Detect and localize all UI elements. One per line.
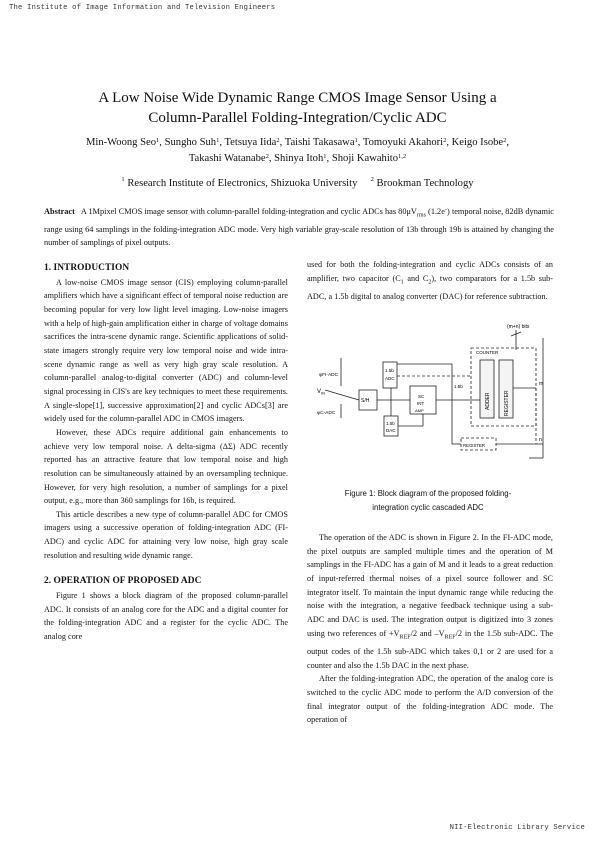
left-column [44,262,288,644]
fig-label-sc: SC [418,394,425,399]
author: Taishi Takasawa [284,137,355,148]
abstract [44,205,554,250]
abstract-text: ) temporal noise, 82dB dynamic range using 64 samplings in the folding-integration ADC mode. Very high variable gray-scale resolution of 13b through 19b is attained by changing the number of samplings of pixel outputs. [44,207,554,248]
section-heading: 2. OPERATION OF PROPOSED ADC [44,576,202,587]
paragraph: Figure 1 shows a block diagram of the proposed column-parallel ADC. It consists of an analog core for the ADC and a digital counter for the folding-integration ADC and a register for the cyclic ADC. The analog core [44,591,288,642]
caption-line-1: Figure 1: Block diagram of the proposed folding- [344,489,512,498]
affil-mark: 2 [370,176,374,183]
affil-mark: 1,2 [398,152,407,160]
fig-label-counter: COUNTER [476,350,499,355]
affiliations [40,178,555,189]
right-column-top [307,258,553,304]
title-line-1: A Low Noise Wide Dynamic Range CMOS Image Sensor Using a [98,90,497,106]
fig-label-fiadc: φFI-ADC [319,373,339,378]
affil-mark: 1 [216,137,220,144]
fig-label-adder: ADDER [485,392,491,410]
abstract-text: A 1Mpixel CMOS image sensor with column-parallel folding-integration and cyclic ADCs has 80μV [80,207,417,216]
affil-mark: 1 [323,152,327,160]
author: Shoji Kawahito [331,152,399,164]
author-list: Min-Woong Seo$^1$, Sungho Suh$^1$, Tetsuya Iida$^2$, Taishi Takasawa$^1$, Tomoyuki Akahori$^2$, Keigo Isobe$^2$, Takashi Watanabe$^2$, Shinya Itoh$^1$, Shoji Kawahito$^{1,2}$ [85,137,510,164]
affiliation-1: Research Institute of Electronics, Shizuoka University [127,178,358,189]
paper-title [40,88,555,128]
running-header: The Institute of Image Information and Television Engineers [9,4,276,12]
affil-mark: 2 [276,137,280,144]
fig-label-sh: S/H [361,398,370,404]
subscript: rms [416,212,426,219]
paragraph: However, these ADCs require additional gain enhancements to achieve very low temporal noise. A delta-sigma (ΔΣ) ADC recently reported has an attractive feature that low temporal noise and high resolution can be simultaneously attained by an oversampling technique. However, for very high resolution, a number of samplings for a pixel output, e.g., more than 360 samplings for 16b, is required. [44,427,288,506]
author: Min-Woong Seo [85,137,157,148]
affil-mark: 1 [354,137,358,144]
superscript: - [444,206,448,213]
caption-line-2: integration cyclic cascaded ADC [372,503,484,512]
running-footer: NII-Electronic Library Service [449,824,585,832]
title-line-2: Column-Parallel Folding-Integration/Cyclic ADC [148,110,447,126]
paragraph: The operation of the ADC is shown in Figure 2. In the FI-ADC mode, the pixel outputs are sampled multiple times and the operation of M samplings in the FI-ADC has a gain of M and it leads to a great reduction of input-referred thermal noises of a pixel source follower and SC integrator itself. To maintain the input dynamic range while reducing the noise with the integration, a negative feedback technique using a sub-ADC and DAC is used. The integration output is digitized into 3 zones using two references of $+V_{REF}/2$ and $-V_{REF}/2$ in the 1.5b sub-ADC. The output codes of the 1.5b sub-ADC which takes 0,1 or 2 are used for a counter and also the 1.5b DAC in the next phase. [307,533,553,670]
paragraph: A low-noise CMOS image sensor (CIS) employing column-parallel amplifiers which have a significant effect of temporal noise reduction are becoming popular for very low light level imaging. Low-noise imagers with a help of high-gain amplification either in charge of voltage domains sacrifices the intra-scene dynamic range. Scientific applications of solid-state imagers strongly require very low temporal noise and wide intra-scene dynamic range as well as very high gray scale resolution. A column-parallel analog-to-digital converter (ADC) and column-level signal processing in CIS's are key techniques to meet these requirements. A single-slope[1], successive approximation[2] and cyclic ADCs[3] are widely used for the column-parallel ADC in CMOS imagers. [44,277,288,424]
author: Keigo Isobe [451,137,504,148]
block-diagram-figure [311,318,556,471]
abstract-text: (1.2e [425,207,445,216]
fig-label-dac2: DAC [386,428,396,433]
paragraph: After the folding-integration ADC, the operation of the analog core is switched to the cyclic ADC mode to perform the A/D conversion of the final integrator output of the folding-integration ADC mode. The operation of [307,674,553,725]
fig-label-subadc2: ADC [385,376,395,381]
fig-label-register-bottom: REGISTER [463,443,485,448]
fig-label-register: REGISTER [504,390,510,416]
fig-label-n: n [539,437,542,443]
author: Tomoyuki Akahori [362,137,444,148]
fig-label-15b: 1.5b [454,384,463,389]
paragraph: This article describes a new type of column-parallel ADC for CMOS imagers using a successive operation of folding-integration ADC (FI-ADC) and cyclic ADC for attaining very low noise, high gray scale resolution and resulting wide dynamic range. [44,509,288,560]
fig-label-vin: $V_{IN}$ [317,389,326,396]
affil-mark: 2 [265,152,269,160]
fig-label-amp: AMP [415,408,424,413]
fig-label-dac: 1.5b [386,421,395,426]
figure-caption [318,487,538,515]
affiliation-2: Brookman Technology [376,178,474,189]
affil-mark: 1 [156,137,160,144]
fig-label-int: INT [417,401,425,406]
abstract-label: Abstract [44,207,75,216]
fig-label-bits: (m+n) bits [507,324,530,330]
fig-label-subadc: 1.5b [385,368,394,373]
affil-mark: 1 [121,176,125,183]
author: Tetsuya Iida [224,137,277,148]
author: Takashi Watanabe [188,152,266,164]
fig-label-cadc: φC-ADC [317,411,336,416]
affil-mark: 2 [503,137,507,144]
author: Shinya Itoh [274,152,324,164]
right-column-bottom [307,531,553,727]
section-heading: 1. INTRODUCTION [44,263,130,273]
affil-mark: 2 [443,137,447,144]
paragraph-continued: used for both the folding-integration and cyclic ADCs consists of an amplifier, two capacitor ($C_1$ and $C_2$), two comparators for a 1.5b sub-ADC, a 1.5b digital to analog converter (DAC) for reference subtraction. [307,260,553,301]
fig-label-m: m [539,381,544,387]
author: Sungho Suh [164,137,217,148]
